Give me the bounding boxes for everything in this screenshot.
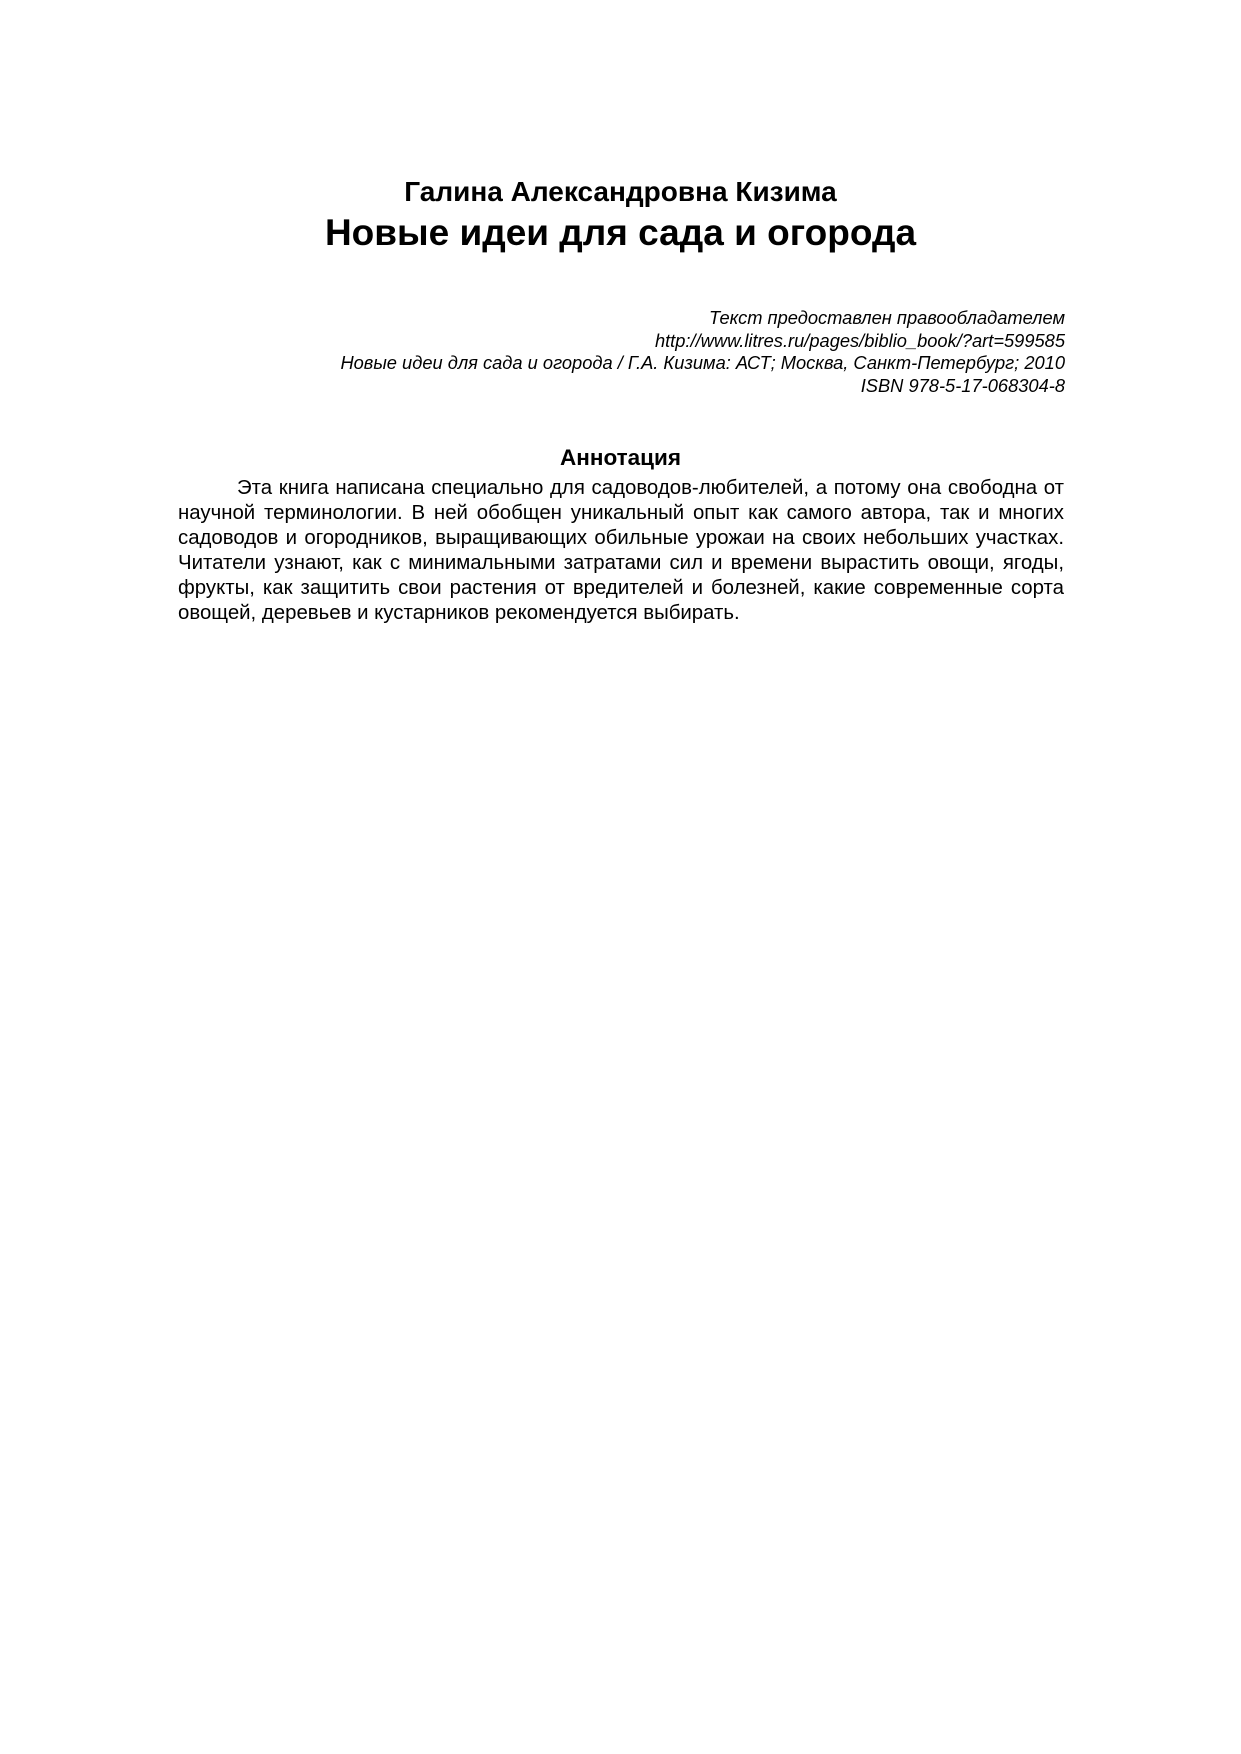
- rights-holder-note: Текст предоставлен правообладателем: [708, 307, 1065, 328]
- isbn: ISBN 978-5-17-068304-8: [860, 374, 1065, 396]
- author-name: Галина Александровна Кизима: [404, 176, 837, 207]
- source-url: http://www.litres.ru/pages/biblio_book/?art=599585: [654, 329, 1065, 351]
- annotation-heading: Аннотация: [560, 445, 681, 470]
- book-title: Новые идеи для сада и огорода: [324, 212, 917, 253]
- publication-info: [176, 307, 1065, 397]
- bibliographic-reference: Новые идеи для сада и огорода / Г.А. Кизима: АСТ; Москва, Санкт-Петербург; 2010: [340, 352, 1065, 373]
- annotation-text: Эта книга написана специально для садоводов-любителей, а потому она свободна от научной терминологии. В ней обобщен уникальный опыт как самого автора, так и многих садоводов и огородников, выращивающих обильные урожаи на своих небольших участках. Читатели узнают, как с минимальными затратами сил и времени вырастить овощи, ягоды, фрукты, как защитить свои растения от вредителей и болезней, какие современные сорта овощей, деревьев и кустарников рекомендуется выбирать.: [178, 477, 1064, 624]
